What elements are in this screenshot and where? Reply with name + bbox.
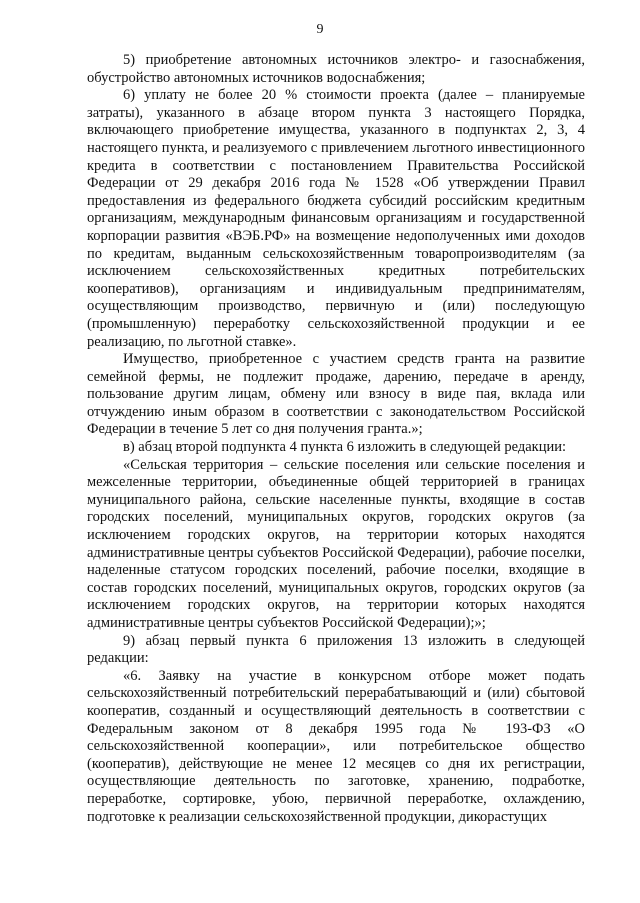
- paragraph-item-6: 6) уплату не более 20 % стоимости проекта (далее – планируемые затраты), указанного в абзаце втором пункта 3 настоящего Порядка, включающего приобретение имущества, указанного в подпунктах 2, 3, 4 настоящего пункта, и реализуемого с привлечением льготного инвестиционного кредита в соответствии с постановлением Правительства Российской Федерации от 29 декабря 2016 года № 1528 «Об утверждении Правил предоставления из федерального бюджета субсидий российским кредитным организациям, международным финансовым организациям и государственной корпорации развития «ВЭБ.РФ» на возмещение недополученных ими доходов по кредитам, выданным сельскохозяйственным товаропроизводителям (за исключением сельскохозяйственных кредитных потребительских кооперативов), организациям и индивидуальным предпринимателям, осуществляющим производство, первичную и (или) последующую (промышленную) переработку сельскохозяйственной продукции и ее реализацию, по льготной ставке».: [87, 87, 585, 350]
- document-body: [87, 52, 585, 826]
- paragraph-property-restriction: Имущество, приобретенное с участием средств гранта на развитие семейной фермы, не подлежит продаже, дарению, передаче в аренду, пользование другим лицам, обмену или взносу в виде пая, вклада или отчуждению иным образом в соответствии с законодательством Российской Федерации в течение 5 лет со дня получения гранта.»;: [87, 351, 585, 438]
- paragraph-rural-territory: «Сельская территория – сельские поселения или сельские поселения и межселенные территории, объединенные общей территорией в границах муниципального района, сельские населенные пункты, входящие в состав городских поселений, муниципальных округов, городских округов (за исключением городских округов, на территории которых находятся административные центры субъектов Российской Федерации), рабочие поселки, наделенные статусом городских поселений, рабочие поселки, входящие в состав городских поселений, муниципальных округов, городских округов (за исключением городских округов, на территории которых находятся административные центры субъектов Российской Федерации);»;: [87, 456, 585, 631]
- paragraph-amendment-9: 9) абзац первый пункта 6 приложения 13 изложить в следующей редакции:: [87, 632, 585, 667]
- paragraph-item-5: 5) приобретение автономных источников электро- и газоснабжения, обустройство автономных источников водоснабжения;: [87, 52, 585, 86]
- paragraph-amendment-v: в) абзац второй подпункта 4 пункта 6 изложить в следующей редакции:: [123, 439, 567, 456]
- page-number: 9: [316, 22, 324, 37]
- paragraph-clause-6: «6. Заявку на участие в конкурсном отборе может подать сельскохозяйственный потребительский перерабатывающий и (или) сбытовой кооператив, созданный и осуществляющий деятельность в соответствии с Федеральным законом от 8 декабря 1995 года № 193-ФЗ «О сельскохозяйственной кооперации», или потребительское общество (кооператив), действующие не менее 12 месяцев со дня их регистрации, осуществляющие деятельность по заготовке, хранению, подработке, переработке, сортировке, убою, первичной переработке, охлаждению, подготовке к реализации сельскохозяйственной продукции, дикорастущих: [87, 667, 585, 825]
